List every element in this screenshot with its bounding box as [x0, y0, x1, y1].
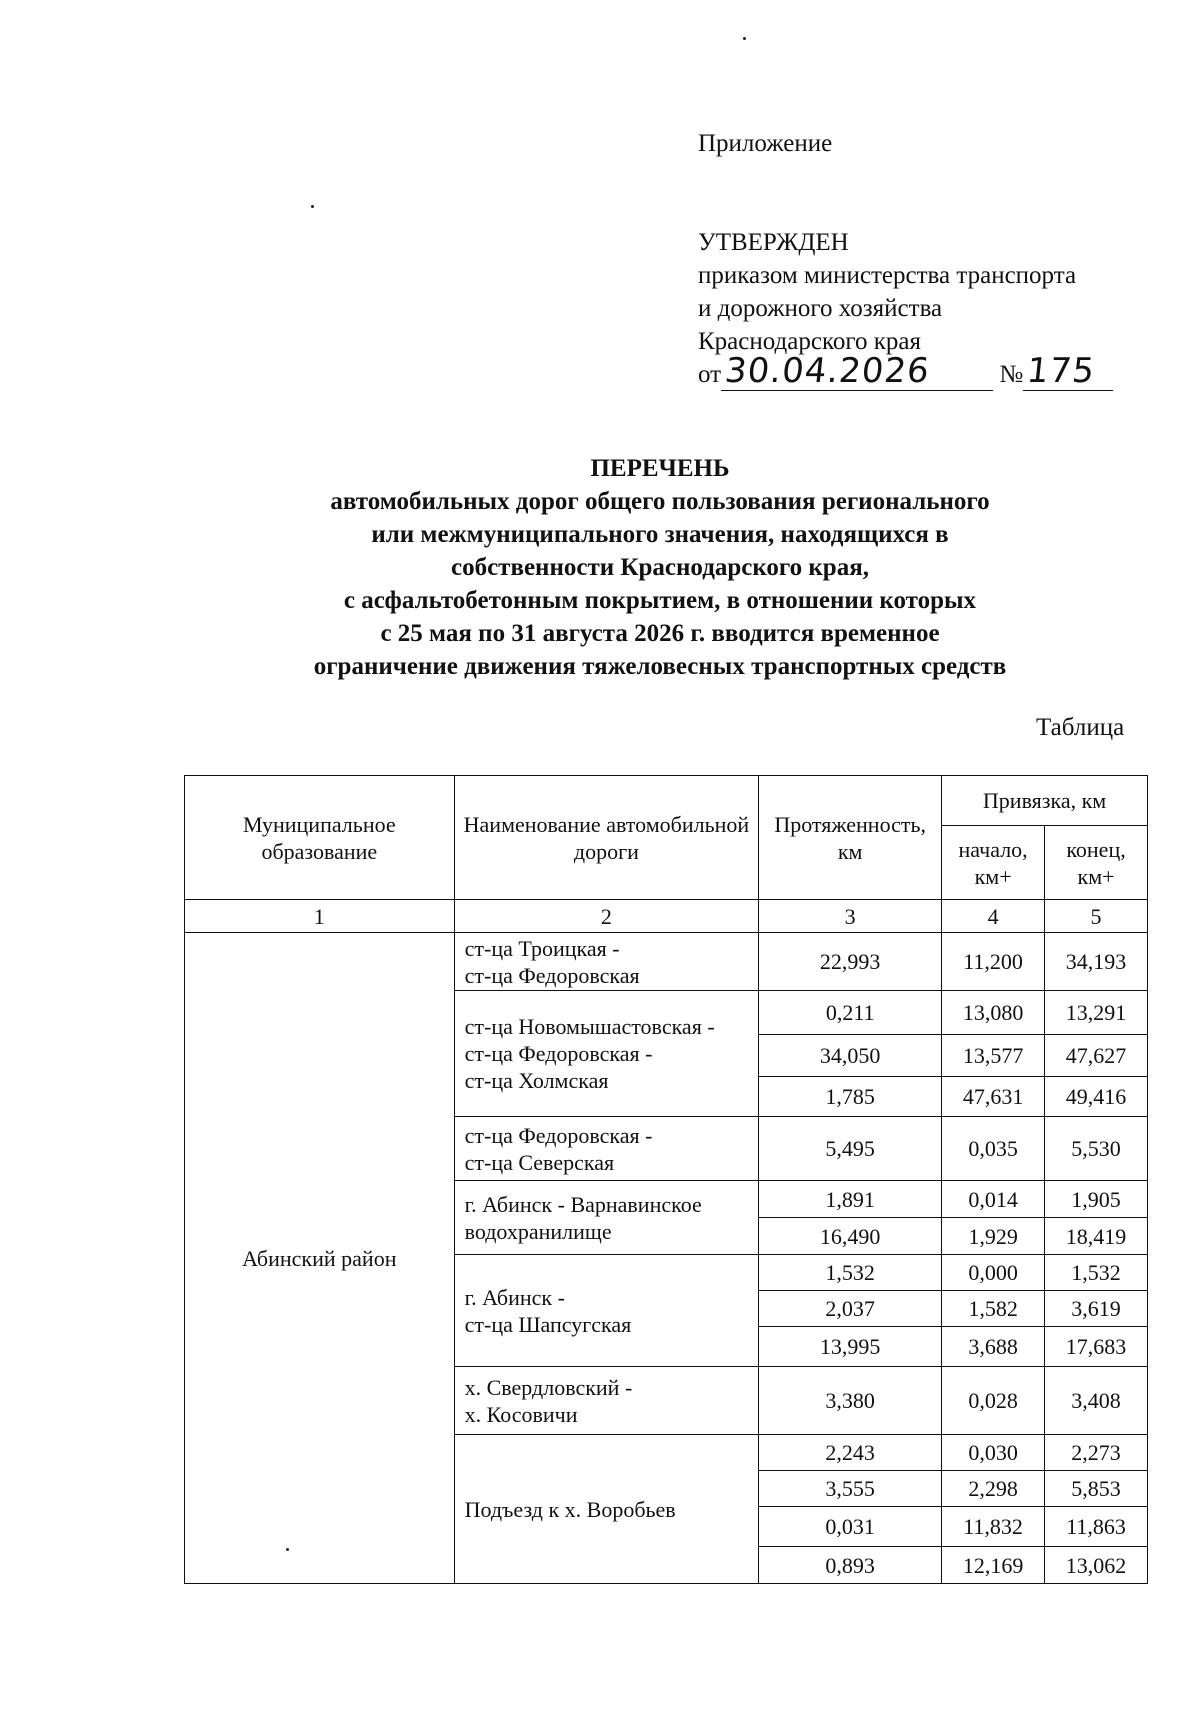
- start-km-cell: 2,298: [942, 1471, 1045, 1507]
- start-km-cell: 0,000: [942, 1255, 1045, 1291]
- header-length: Протяженность, км: [759, 776, 942, 900]
- end-km-cell: 13,062: [1045, 1547, 1148, 1584]
- end-km-cell: 1,532: [1045, 1255, 1148, 1291]
- start-km-cell: 3,688: [942, 1327, 1045, 1367]
- approval-line-2: и дорожного хозяйства: [698, 295, 943, 322]
- approval-block: [698, 226, 1113, 391]
- end-km-cell: 18,419: [1045, 1218, 1148, 1255]
- end-km-cell: 13,291: [1045, 991, 1148, 1035]
- column-number: 4: [942, 900, 1045, 933]
- road-name-line: г. Абинск - Варнавинское: [464, 1191, 702, 1217]
- end-km-cell: 2,273: [1045, 1435, 1148, 1471]
- start-km-cell: 0,030: [942, 1435, 1045, 1471]
- start-km-cell: 13,080: [942, 991, 1045, 1035]
- start-km-cell: 1,929: [942, 1218, 1045, 1255]
- scan-speck: [311, 205, 314, 208]
- end-km-cell: 34,193: [1045, 933, 1148, 991]
- title-line: с 25 мая по 31 августа 2026 г. вводится временное: [380, 620, 940, 647]
- start-km-cell: 12,169: [942, 1547, 1045, 1584]
- road-name-line: ст-ца Северская: [464, 1149, 615, 1175]
- road-name-cell: [454, 933, 759, 991]
- approved-heading: УТВЕРЖДЕН: [698, 229, 849, 256]
- end-km-cell: 49,416: [1045, 1077, 1148, 1117]
- road-name-line: ст-ца Федоровская -: [464, 1122, 653, 1148]
- length-cell: 3,380: [759, 1367, 942, 1435]
- length-cell: 16,490: [759, 1218, 942, 1255]
- length-cell: 0,893: [759, 1547, 942, 1584]
- length-cell: 34,050: [759, 1035, 942, 1077]
- title-line: автомобильных дорог общего пользования регионального: [330, 488, 990, 515]
- road-name-line: ст-ца Троицкая -: [464, 935, 620, 961]
- handwritten-number: 175: [1025, 351, 1098, 391]
- road-name-cell: [454, 1181, 759, 1255]
- handwritten-date: 30.04.2026: [723, 351, 932, 391]
- start-km-cell: 0,035: [942, 1117, 1045, 1181]
- number-label: №: [999, 361, 1024, 388]
- title-line: собственности Краснодарского края,: [450, 554, 869, 581]
- title-line: с асфальтобетонным покрытием, в отношении которых: [343, 587, 977, 614]
- start-km-cell: 47,631: [942, 1077, 1045, 1117]
- length-cell: 0,031: [759, 1507, 942, 1547]
- end-km-cell: 17,683: [1045, 1327, 1148, 1367]
- order-date-line: [698, 351, 1113, 391]
- end-km-cell: 47,627: [1045, 1035, 1148, 1077]
- end-km-cell: 5,853: [1045, 1471, 1148, 1507]
- length-cell: 2,243: [759, 1435, 942, 1471]
- length-cell: 1,785: [759, 1077, 942, 1117]
- date-underline: [721, 351, 993, 391]
- end-km-cell: 11,863: [1045, 1507, 1148, 1547]
- title-line: или межмуниципального значения, находящихся в: [371, 521, 949, 548]
- road-name-cell: [454, 1367, 759, 1435]
- road-name-line: ст-ца Федоровская: [464, 962, 640, 988]
- length-cell: 1,891: [759, 1181, 942, 1218]
- start-km-cell: 0,014: [942, 1181, 1045, 1218]
- start-km-cell: 11,832: [942, 1507, 1045, 1547]
- road-name-line: Подъезд к х. Воробьев: [464, 1496, 676, 1522]
- end-km-cell: 3,619: [1045, 1291, 1148, 1327]
- column-number: 2: [454, 900, 759, 933]
- document-title: [0, 452, 1200, 683]
- title-main: ПЕРЕЧЕНЬ: [590, 455, 730, 482]
- column-number: 5: [1045, 900, 1148, 933]
- header-road: Наименование автомобильной дороги: [454, 776, 759, 900]
- start-km-cell: 11,200: [942, 933, 1045, 991]
- road-name-line: х. Свердловский -: [464, 1374, 633, 1400]
- start-km-cell: 13,577: [942, 1035, 1045, 1077]
- from-label: от: [698, 361, 722, 388]
- road-name-cell: [454, 1117, 759, 1181]
- end-km-cell: 1,905: [1045, 1181, 1148, 1218]
- road-name-line: г. Абинск -: [464, 1284, 565, 1310]
- title-line: ограничение движения тяжеловесных транспортных средств: [313, 653, 1007, 680]
- road-name-line: ст-ца Холмская: [464, 1068, 609, 1093]
- header-start: начало, км+: [942, 826, 1045, 900]
- length-cell: 22,993: [759, 933, 942, 991]
- road-name-cell: [454, 991, 759, 1117]
- column-number: 3: [759, 900, 942, 933]
- road-name-line: ст-ца Новомышастовская -: [464, 1014, 715, 1039]
- approval-line-1: приказом министерства транспорта: [698, 262, 1077, 289]
- appendix-label: Приложение: [698, 130, 833, 157]
- approval-line-3: Краснодарского края: [698, 328, 921, 355]
- roads-table: [184, 775, 1148, 1584]
- header-binding: Привязка, км: [942, 776, 1148, 826]
- column-number: 1: [185, 900, 455, 933]
- length-cell: 13,995: [759, 1327, 942, 1367]
- length-cell: 5,495: [759, 1117, 942, 1181]
- length-cell: 1,532: [759, 1255, 942, 1291]
- scan-speck: [743, 37, 746, 40]
- road-name-cell: [454, 1255, 759, 1367]
- road-name-line: водохранилище: [464, 1218, 612, 1244]
- road-name-line: ст-ца Федоровская -: [464, 1041, 653, 1066]
- length-cell: 0,211: [759, 991, 942, 1035]
- table-body: [185, 933, 1148, 1584]
- road-name-line: х. Косовичи: [464, 1401, 578, 1427]
- length-cell: 3,555: [759, 1471, 942, 1507]
- start-km-cell: 1,582: [942, 1291, 1045, 1327]
- table-label: Таблица: [1036, 714, 1125, 741]
- length-cell: 2,037: [759, 1291, 942, 1327]
- end-km-cell: 5,530: [1045, 1117, 1148, 1181]
- end-km-cell: 3,408: [1045, 1367, 1148, 1435]
- header-municipality: Муниципальное образование: [185, 776, 455, 900]
- header-end: конец, км+: [1045, 826, 1148, 900]
- table-row: [185, 933, 1148, 991]
- road-name-cell: [454, 1435, 759, 1584]
- number-underline: [1023, 351, 1113, 391]
- road-name-line: ст-ца Шапсугская: [464, 1311, 632, 1337]
- municipality-cell: Абинский район: [185, 933, 455, 1584]
- start-km-cell: 0,028: [942, 1367, 1045, 1435]
